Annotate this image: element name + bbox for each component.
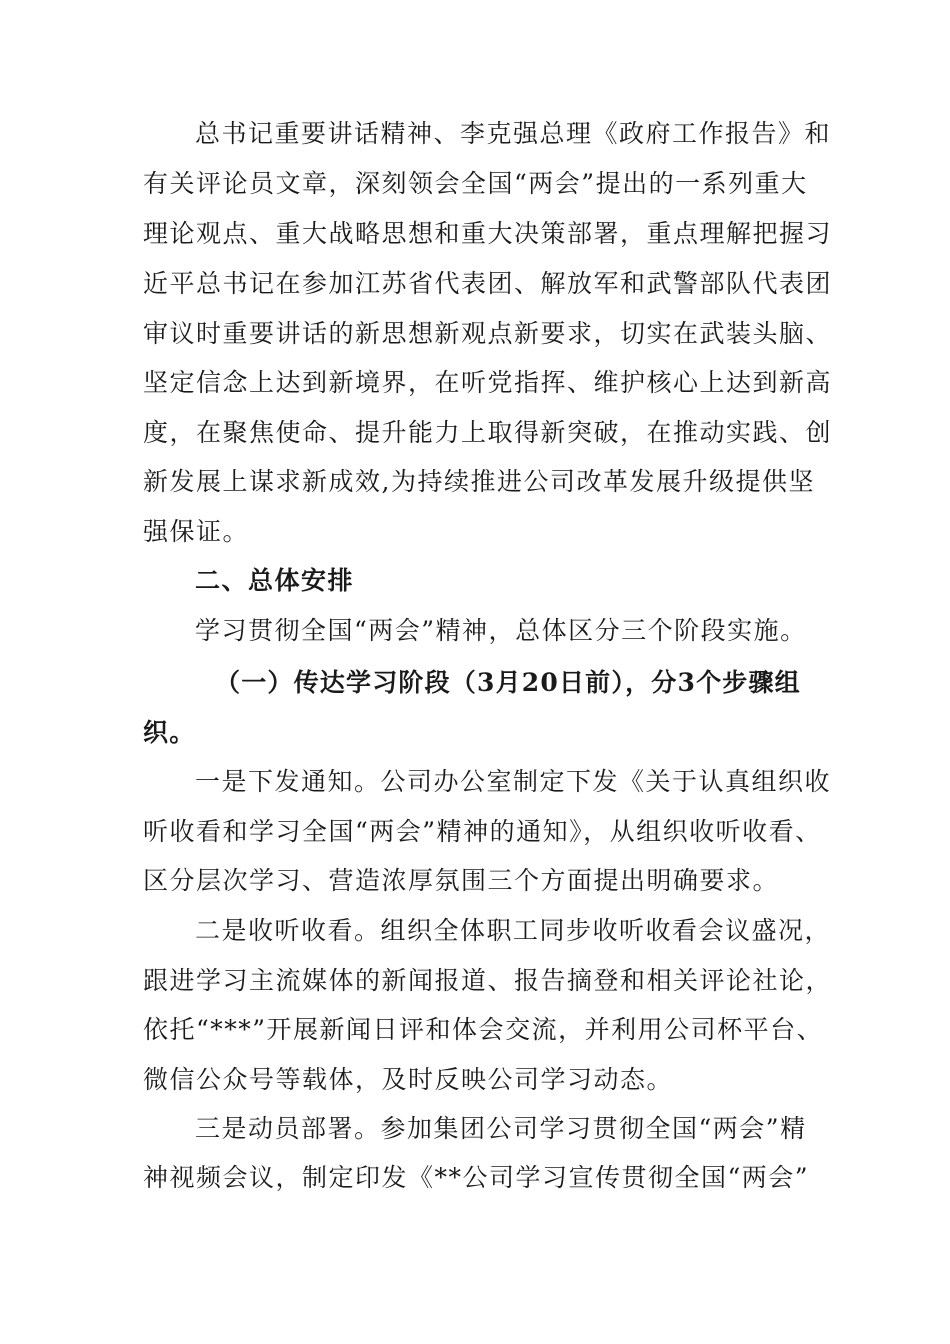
subsection-heading: （一）传达学习阶段（3月20日前），分3个步骤组 [215,668,801,697]
paragraph-line: 新发展上谋求新成效,为持续推进公司改革发展升级提供坚 [143,467,815,496]
paragraph-line: 近平总书记在参加江苏省代表团、解放军和武警部队代表团 [143,269,833,298]
paragraph-line: 总书记重要讲话精神、李克强总理《政府工作报告》和 [195,119,832,148]
paragraph-line: 强保证。 [143,517,250,546]
paragraph-line: 三是动员部署。参加集团公司学习贯彻全国“两会”精 [195,1114,807,1143]
paragraph-line: 有关评论员文章，深刻领会全国“两会”提出的一系列重大 [143,169,808,198]
paragraph-line: 坚定信念上达到新境界，在听党指挥、维护核心上达到新高 [143,368,833,397]
paragraph-line: 微信公众号等载体，及时反映公司学习动态。 [143,1065,674,1094]
paragraph-line: 度，在聚焦使命、提升能力上取得新突破，在推动实践、创 [143,418,833,447]
paragraph-line: 学习贯彻全国“两会”精神，总体区分三个阶段实施。 [195,616,807,645]
section-heading: 二、总体安排 [195,566,355,595]
paragraph-line: 审议时重要讲话的新思想新观点新要求，切实在武装头脑、 [143,319,833,348]
paragraph-line: 跟进学习主流媒体的新闻报道、报告摘登和相关评论社论， [143,966,833,995]
paragraph-line: 二是收听收看。组织全体职工同步收听收看会议盛况， [195,916,832,945]
paragraph-line: 听收看和学习全国“两会”精神的通知》，从组织收听收看、 [143,817,822,846]
paragraph-line: 区分层次学习、营造浓厚氛围三个方面提出明确要求。 [143,866,780,895]
paragraph-line: 依托“***”开展新闻日评和体会交流，并利用公司杯平台、 [143,1015,824,1044]
subsection-heading-continued: 织。 [143,718,196,747]
paragraph-line: 一是下发通知。公司办公室制定下发《关于认真组织收 [195,767,832,796]
paragraph-line: 神视频会议，制定印发《**公司学习宣传贯彻全国“两会” [143,1163,810,1192]
paragraph-line: 理论观点、重大战略思想和重大决策部署，重点理解把握习 [143,219,833,248]
